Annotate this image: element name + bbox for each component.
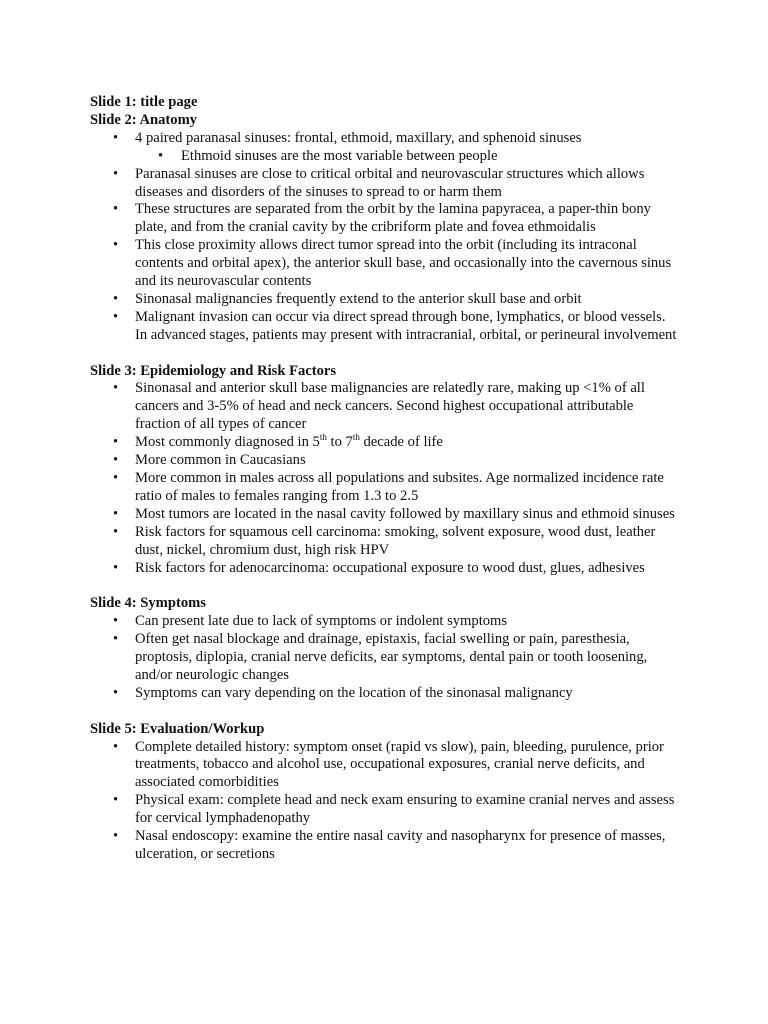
slide-heading: Slide 1: title page (90, 94, 198, 110)
slide-4 (90, 595, 680, 702)
slide-heading: Slide 2: Anatomy (90, 111, 198, 128)
list-item: • Malignant invasion can occur via direct spread through bone, lymphatics, or blood vessels. In advanced stages, patients may present with intracranial, orbital, or perineural involvement (90, 309, 680, 345)
bullet-list (90, 613, 680, 703)
list-item: • This close proximity allows direct tumor spread into the orbit (including its intraconal contents and orbital apex), the anterior skull base, and occasionally into the cavernous sinus and its neurovascular contents (90, 237, 680, 291)
superscript: th (352, 432, 360, 443)
list-item: • Symptoms can vary depending on the location of the sinonasal malignancy (90, 685, 680, 703)
bullet-list (90, 130, 680, 345)
document-body (90, 94, 680, 882)
slide-1 (90, 94, 680, 112)
text-run: to 7 (326, 434, 353, 451)
list-item: • Complete detailed history: symptom onset (rapid vs slow), pain, bleeding, purulence, prior treatments, tobacco and alcohol use, occupational exposures, cranial nerve deficits, and associated comorbidities (90, 739, 680, 793)
slide-heading: Slide 5: Evaluation/Workup (90, 720, 265, 737)
list-item: • Sinonasal and anterior skull base malignancies are relatedly rare, making up <1% of all cancers and 3-5% of head and neck cancers. Second highest occupational attributable fraction of all types of cancer (90, 380, 680, 434)
list-item: • These structures are separated from the orbit by the lamina papyracea, a paper-thin bony plate, and from the cranial cavity by the cribriform plate and fovea ethmoidalis (90, 201, 680, 237)
list-item: • Risk factors for adenocarcinoma: occupational exposure to wood dust, glues, adhesives (90, 560, 680, 578)
list-item: • More common in Caucasians (90, 452, 680, 470)
list-item (90, 434, 680, 452)
slide-heading: Slide 3: Epidemiology and Risk Factors (90, 362, 337, 379)
sub-list-item: • Ethmoid sinuses are the most variable between people (90, 148, 680, 166)
bullet-list (90, 380, 680, 577)
bullet-list (90, 739, 680, 864)
list-item: • More common in males across all populations and subsites. Age normalized incidence rate ratio of males to females ranging from 1.3 to 2.5 (90, 470, 680, 506)
list-item: • Sinonasal malignancies frequently extend to the anterior skull base and orbit (90, 291, 680, 309)
list-item: • Physical exam: complete head and neck exam ensuring to examine cranial nerves and assess for cervical lymphadenopathy (90, 792, 680, 828)
list-item: • Risk factors for squamous cell carcinoma: smoking, solvent exposure, wood dust, leather dust, nickel, chromium dust, high risk HPV (90, 524, 680, 560)
slide-heading: Slide 4: Symptoms (90, 595, 206, 612)
list-item: • Paranasal sinuses are close to critical orbital and neurovascular structures which allows diseases and disorders of the sinuses to spread to or harm them (90, 166, 680, 202)
list-item: • Most tumors are located in the nasal cavity followed by maxillary sinus and ethmoid sinuses (90, 506, 680, 524)
list-item: • 4 paired paranasal sinuses: frontal, ethmoid, maxillary, and sphenoid sinuses (90, 130, 680, 148)
text-run: decade of life (359, 434, 443, 451)
text-run: Most commonly diagnosed in 5 (135, 434, 320, 451)
slide-3 (90, 363, 680, 578)
slide-2 (90, 112, 680, 345)
slide-5 (90, 721, 680, 864)
list-item: • Can present late due to lack of symptoms or indolent symptoms (90, 613, 680, 631)
list-item: • Often get nasal blockage and drainage, epistaxis, facial swelling or pain, paresthesia, proptosis, diplopia, cranial nerve deficits, ear symptoms, dental pain or tooth loosening, and/or neurologic changes (90, 631, 680, 685)
list-item: • Nasal endoscopy: examine the entire nasal cavity and nasopharynx for presence of masses, ulceration, or secretions (90, 828, 680, 864)
superscript: th (319, 432, 327, 443)
